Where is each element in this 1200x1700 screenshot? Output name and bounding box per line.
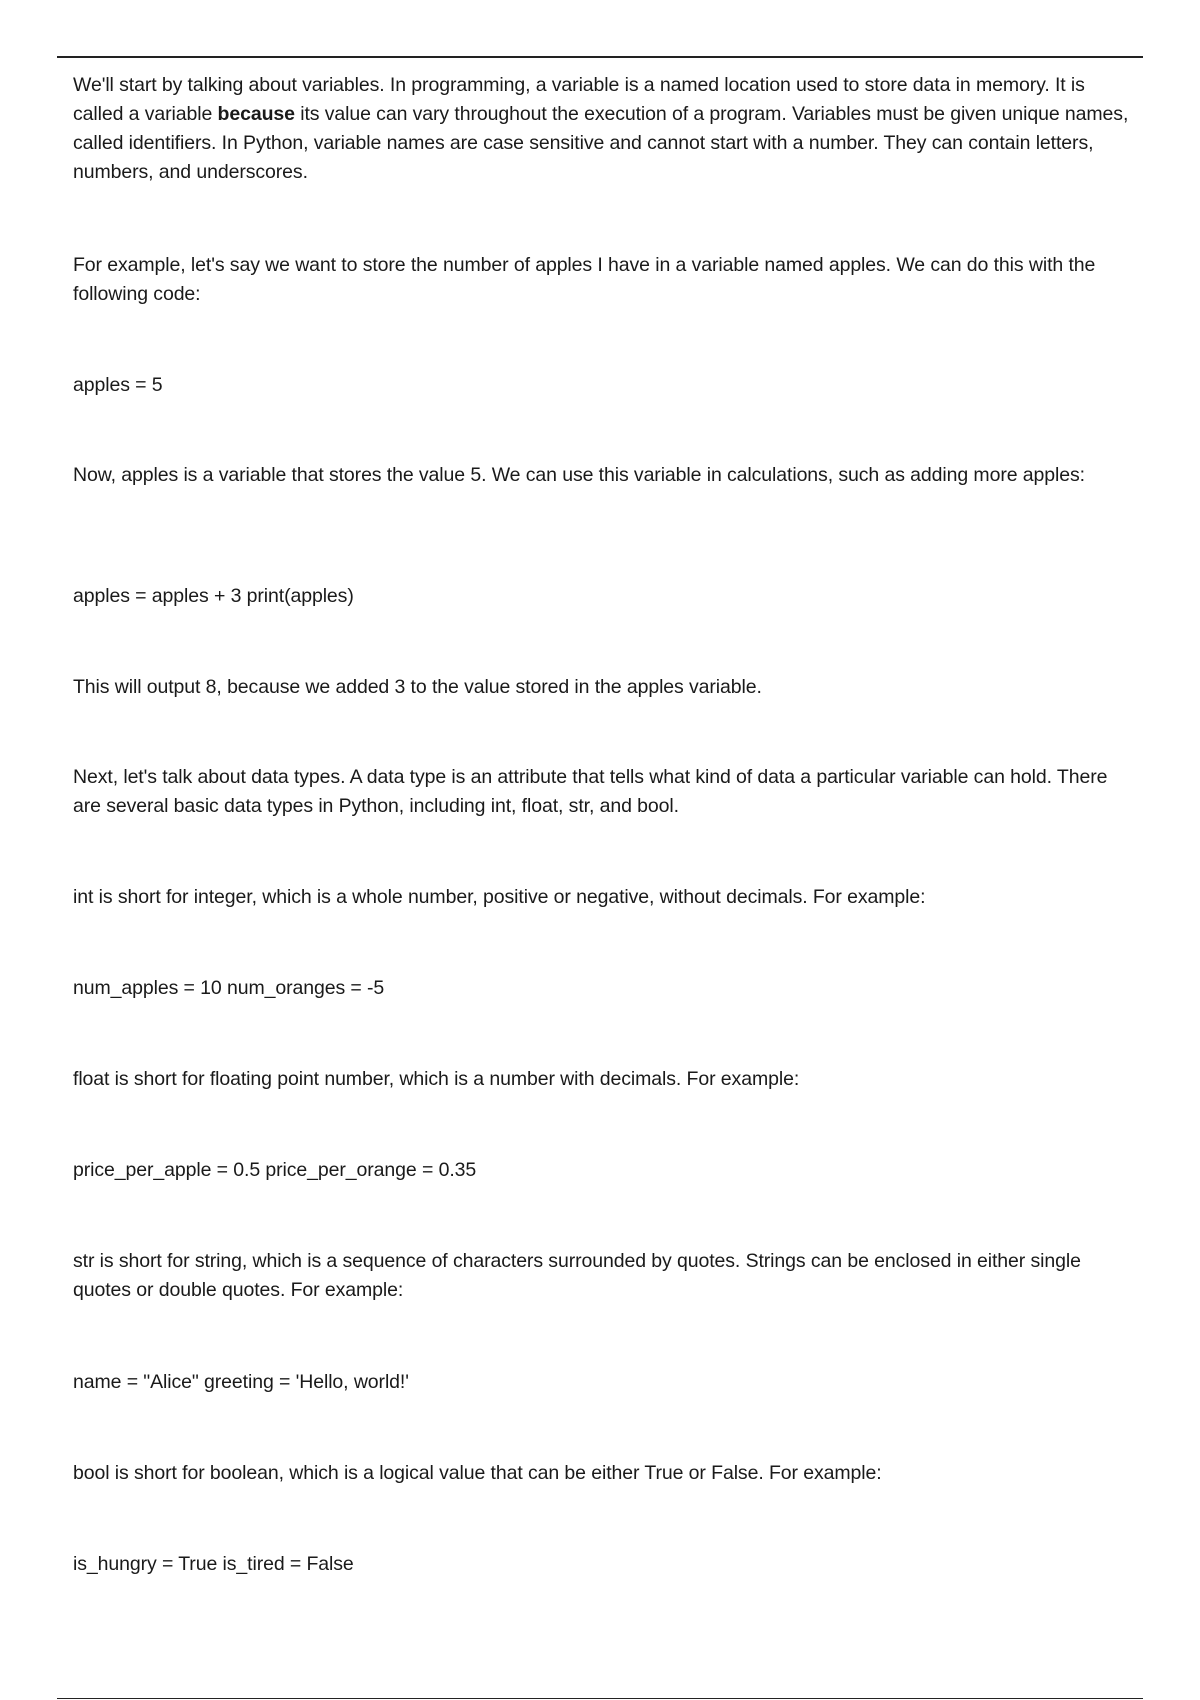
float-description: float is short for floating point number, which is a number with decimals. For example:	[73, 1068, 800, 1090]
bottom-rule	[57, 1698, 1143, 1699]
example-intro-paragraph: For example, let's say we want to store the number of apples I have in a variable named apples. We can do this with the following code:	[73, 254, 1096, 305]
output-explained-paragraph: This will output 8, because we added 3 to the value stored in the apples variable.	[73, 676, 762, 698]
intro-text-end: its value can vary throughout the execution of a program. Variables must be given unique names, called identifiers. In Python, variable names are case sensitive and cannot start with a number. They can contain letters, numbers, and underscores.	[73, 103, 1129, 183]
code-apples-line: apples = 5	[73, 374, 163, 396]
intro-paragraph	[73, 71, 1133, 187]
intro-bold-word: because	[217, 103, 295, 125]
code-int-line: num_apples = 10 num_oranges = -5	[73, 977, 385, 999]
code-str-line: name = "Alice" greeting = 'Hello, world!'	[73, 1371, 409, 1393]
code-float-line: price_per_apple = 0.5 price_per_orange = 0.35	[73, 1159, 477, 1181]
int-description: int is short for integer, which is a whole number, positive or negative, without decimals. For example:	[73, 886, 926, 908]
str-description: str is short for string, which is a sequence of characters surrounded by quotes. Strings can be enclosed in either single quotes or double quotes. For example:	[73, 1250, 1081, 1301]
intro-text-start: We'll start by talking about variables. In programming, a variable is a named location used to store data in memory. It is called a variable	[73, 74, 1085, 125]
apples-explained-paragraph: Now, apples is a variable that stores the value 5. We can use this variable in calculations, such as adding more apples:	[73, 464, 1085, 486]
data-types-intro-paragraph: Next, let's talk about data types. A data type is an attribute that tells what kind of data a particular variable can hold. There are several basic data types in Python, including int, float, str, and bool.	[73, 766, 1108, 817]
code-bool-line: is_hungry = True is_tired = False	[73, 1553, 354, 1575]
bool-description: bool is short for boolean, which is a logical value that can be either True or False. For example:	[73, 1462, 882, 1484]
top-rule	[57, 56, 1143, 58]
code-add-line: apples = apples + 3 print(apples)	[73, 585, 354, 607]
